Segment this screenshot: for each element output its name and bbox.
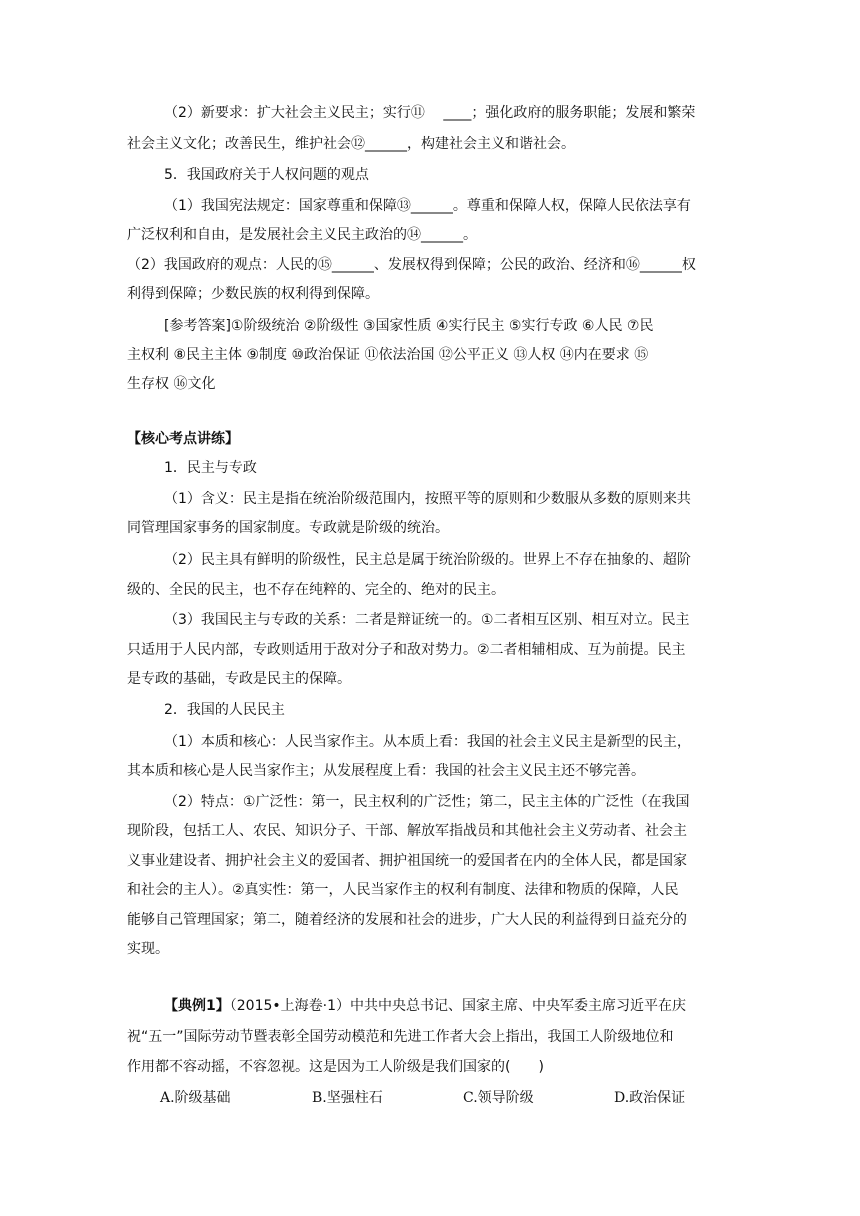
human-rights-item2-line2: 利得到保障；少数民族的权利得到保障。 — [127, 286, 379, 302]
example-line-2: 祝“五一”国际劳动节暨表彰全国劳动模范和先进工作者大会上指出，我国工人阶级地位和 — [127, 1029, 674, 1045]
topic2-p1-line1: （1）本质和核心：人民当家作主。从本质上看：我国的社会主义民主是新型的民主， — [164, 734, 691, 750]
topic2-p2-line2: 现阶段，包括工人、农民、知识分子、干部、解放军指战员和其他社会主义劳动者、社会主 — [127, 823, 687, 839]
topic1-p1-line1: （1）含义：民主是指在统治阶级范围内，按照平等的原则和少数服从多数的原则来共 — [164, 491, 691, 507]
topic1-p2-line2: 级的、全民的民主，也不存在纯粹的、完全的、绝对的民主。 — [127, 582, 505, 598]
core-section-title: 【核心考点讲练】 — [127, 431, 239, 447]
human-rights-item2-line1: （2）我国政府的观点：人民的⑮______、发展权得到保障；公民的政治、经济和⑯______权 — [127, 257, 696, 273]
topic2-p2-line1: （2）特点：①广泛性：第一，民主权利的广泛性；第二，民主主体的广泛性（在我国 — [164, 794, 690, 810]
topic2-p1-line2: 其本质和核心是人民当家作主；从发展程度上看：我国的社会主义民主还不够完善。 — [127, 763, 645, 779]
topic1-p3-line2: 只适用于人民内部，专政则适用于敌对分子和敌对势力。②二者相辅相成、互为前提。民主 — [127, 642, 686, 658]
topic2-p2-line4: 和社会的主人）。②真实性：第一，人民当家作主的权利有制度、法律和物质的保障，人民 — [127, 882, 679, 898]
topic2-p2-line3: 义事业建设者、拥护社会主义的爱国者、拥护祖国统一的爱国者在内的全体人民，都是国家 — [127, 853, 687, 869]
option-c: C.领导阶级 — [463, 1090, 534, 1106]
reference-answers-line-1: [参考答案]①阶级统治 ②阶级性 ③国家性质 ④实行民主 ⑤实行专政 ⑥人民 ⑦民 — [164, 318, 654, 334]
option-a: A.阶级基础 — [160, 1090, 231, 1106]
topic1-p1-line2: 同管理国家事务的国家制度。专政就是阶级的统治。 — [127, 520, 449, 536]
example-line-1-text: （2015•上海卷·1）中共中央总书记、国家主席、中央军委主席习近平在庆 — [229, 998, 686, 1014]
topic1-heading: 1．民主与专政 — [164, 460, 257, 476]
option-d: D.政治保证 — [614, 1090, 686, 1106]
reference-answers-line-3: 生存权 ⑯文化 — [127, 376, 216, 392]
reference-answers-line-2: 主权利 ⑧民主主体 ⑨制度 ⑩政治保证 ⑪依法治国 ⑫公平正义 ⑬人权 ⑭内在要求 ⑮ — [127, 347, 649, 363]
option-b: B.坚强柱石 — [312, 1090, 383, 1106]
new-requirements-line-2: 社会主义文化；改善民生，维护社会⑫______，构建社会主义和谐社会。 — [127, 136, 575, 152]
human-rights-item1-line1: （1）我国宪法规定：国家尊重和保障⑬______。尊重和保障人权，保障人民依法享有 — [164, 198, 691, 214]
topic1-p3-line1: （3）我国民主与专政的关系：二者是辩证统一的。①二者相互区别、相互对立。民主 — [164, 612, 690, 628]
human-rights-item1-line2: 广泛权利和自由，是发展社会主义民主政治的⑭______。 — [127, 227, 477, 243]
topic2-p2-line6: 实现。 — [127, 941, 169, 957]
example-line-3: 作用都不容动摇，不容忽视。这是因为工人阶级是我们国家的( ) — [127, 1059, 544, 1075]
example-line-1 — [164, 996, 686, 1016]
human-rights-heading: 5．我国政府关于人权问题的观点 — [164, 167, 369, 183]
topic2-p2-line5: 能够自己管理国家；第二，随着经济的发展和社会的进步，广大人民的利益得到日益充分的 — [127, 912, 687, 928]
new-requirements-line-1: （2）新要求：扩大社会主义民主；实行⑪ ____；强化政府的服务职能；发展和繁荣 — [164, 105, 696, 121]
example-label: 【典例1】 — [164, 998, 230, 1014]
topic1-p3-line3: 是专政的基础，专政是民主的保障。 — [127, 671, 351, 687]
topic2-heading: 2．我国的人民民主 — [164, 702, 285, 718]
topic1-p2-line1: （2）民主具有鲜明的阶级性，民主总是属于统治阶级的。世界上不存在抽象的、超阶 — [164, 552, 691, 568]
